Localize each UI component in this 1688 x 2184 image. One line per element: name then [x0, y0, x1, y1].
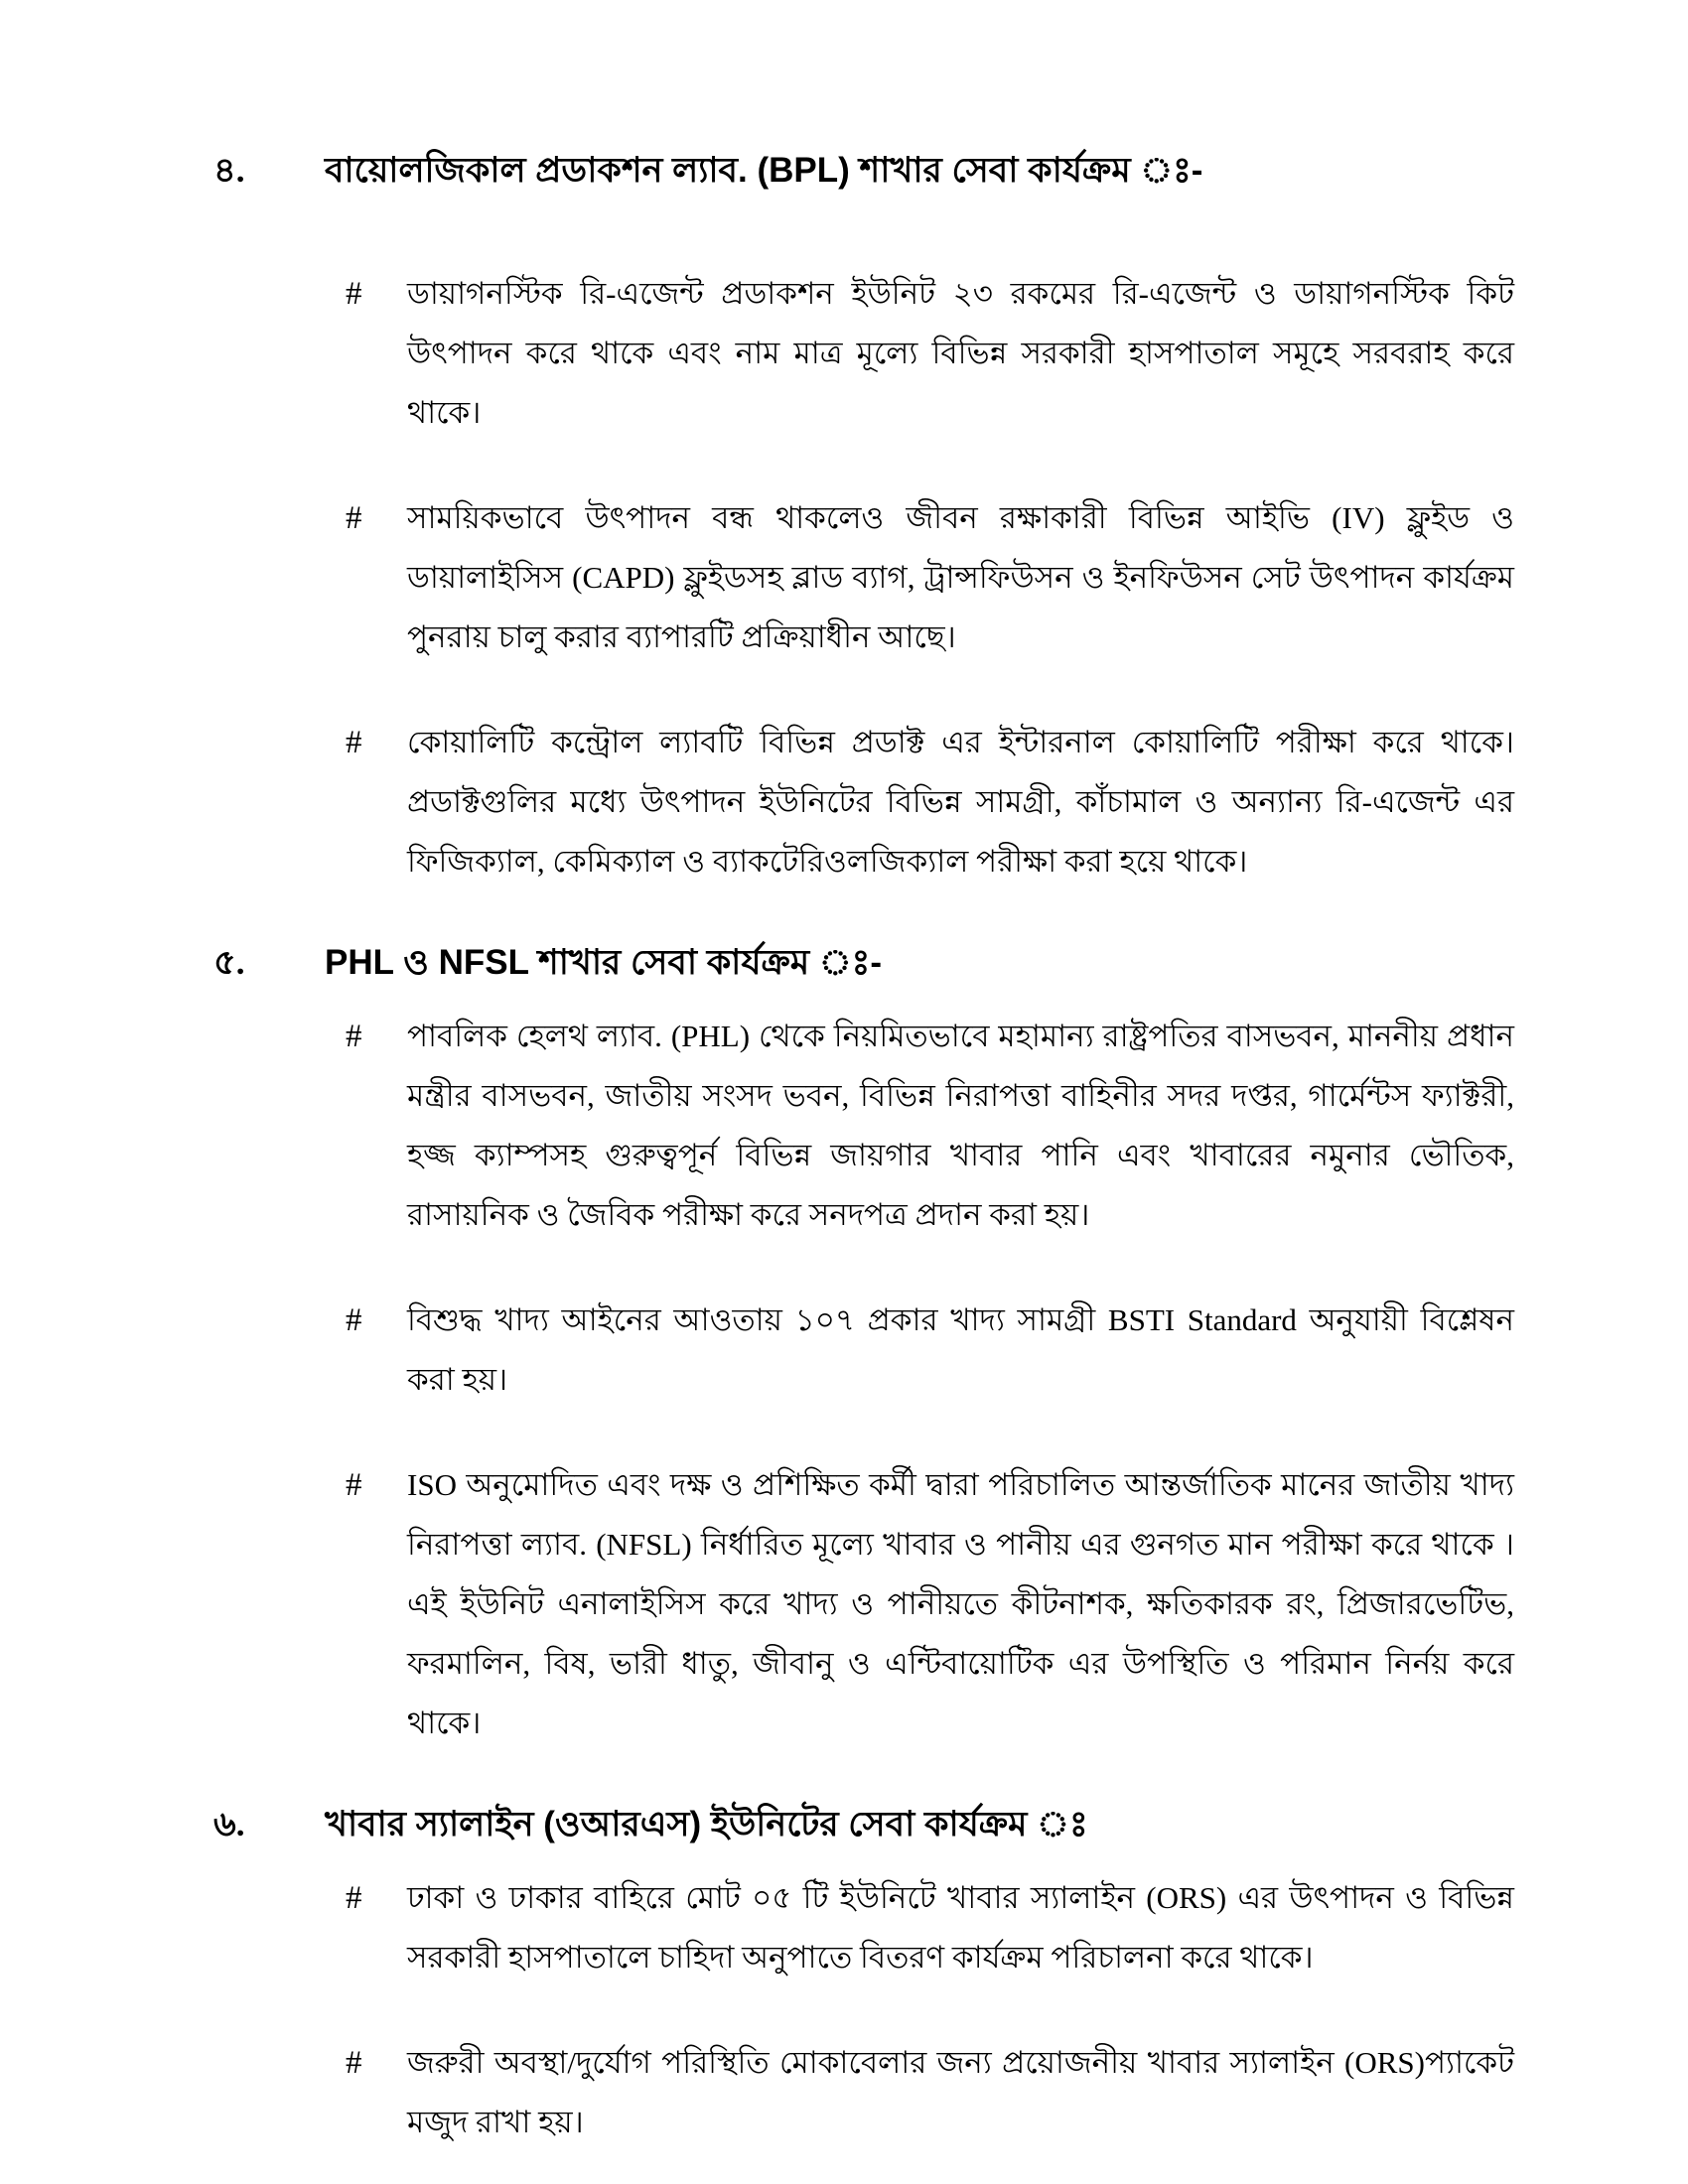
bullet-item: [213, 488, 1514, 667]
bullet-item: [213, 264, 1514, 443]
bullet-text: জরুরী অবস্থা/দুর্যোগ পরিস্থিতি মোকাবেলার জন্য প্রয়োজনীয় খাবার স্যালাইন (ORS)প্যাকেট মজুদ রাখা হয়।: [407, 2045, 1514, 2139]
bullet-marker: #: [346, 276, 362, 312]
section-heading: [213, 1795, 1514, 1854]
bullet-item: [213, 1007, 1514, 1245]
bullet-marker: #: [346, 1019, 362, 1054]
section-number: ৬.: [213, 1805, 245, 1843]
bullet-item: [213, 1291, 1514, 1410]
bullet-marker: #: [346, 1467, 362, 1503]
bullet-item: [213, 1868, 1514, 1987]
bullet-text: সাময়িকভাবে উৎপাদন বন্ধ থাকলেও জীবন রক্ষাকারী বিভিন্ন আইভি (IV) ফ্লুইড ও ডায়ালাইসিস (CAPD) ফ্লুইডসহ ব্লাড ব্যাগ, ট্রান্সফিউসন ও ইনফিউসন সেট উৎপাদন কার্যক্রম পুনরায় চালু করার ব্যাপারটি প্রক্রিয়াধীন আছে।: [407, 500, 1514, 654]
bullet-item: [213, 1455, 1514, 1753]
bullet-item: [213, 713, 1514, 891]
section-6: [213, 1795, 1514, 2152]
section-number: ৫.: [213, 943, 245, 982]
section-heading: [213, 141, 1514, 201]
bullet-marker: #: [346, 2045, 362, 2081]
bullet-text: ডায়াগনস্টিক রি-এজেন্ট প্রডাকশন ইউনিট ২৩ রকমের রি-এজেন্ট ও ডায়াগনস্টিক কিট উৎপাদন করে থাকে এবং নাম মাত্র মূল্যে বিভিন্ন সরকারী হাসপাতাল সমূহে সরবরাহ করে থাকে।: [407, 276, 1514, 430]
section-number: ৪.: [213, 151, 245, 190]
bullet-marker: #: [346, 500, 362, 536]
section-title: বায়োলজিকাল প্রডাকশন ল্যাব. (BPL) শাখার সেবা কার্যক্রম ঃ-: [325, 151, 1203, 190]
bullet-text: ঢাকা ও ঢাকার বাহিরে মোট ০৫ টি ইউনিটে খাবার স্যালাইন (ORS) এর উৎপাদন ও বিভিন্ন সরকারী হাসপাতালে চাহিদা অনুপাতে বিতরণ কার্যক্রম পরিচালনা করে থাকে।: [407, 1880, 1514, 1975]
bullet-text: ISO অনুমোদিত এবং দক্ষ ও প্রশিক্ষিত কর্মী দ্বারা পরিচালিত আন্তর্জাতিক মানের জাতীয় খাদ্য নিরাপত্তা ল্যাব. (NFSL) নির্ধারিত মূল্যে খাবার ও পানীয় এর গুনগত মান পরীক্ষা করে থাকে । এই ইউনিট এনালাইসিস করে খাদ্য ও পানীয়তে কীটনাশক, ক্ষতিকারক রং, প্রিজারভেটিভ, ফরমালিন, বিষ, ভারী ধাতু, জীবানু ও এন্টিবায়োটিক এর উপস্থিতি ও পরিমান নির্নয় করে থাকে।: [407, 1467, 1514, 1740]
bullet-marker: #: [346, 1880, 362, 1916]
section-5: [213, 933, 1514, 1753]
bullet-marker: #: [346, 1302, 362, 1338]
bullet-item: [213, 2033, 1514, 2152]
section-4: [213, 141, 1514, 891]
bullet-marker: #: [346, 725, 362, 760]
bullet-text: কোয়ালিটি কন্ট্রোল ল্যাবটি বিভিন্ন প্রডাক্ট এর ইন্টারনাল কোয়ালিটি পরীক্ষা করে থাকে। প্রডাক্টগুলির মধ্যে উৎপাদন ইউনিটের বিভিন্ন সামগ্রী, কাঁচামাল ও অন্যান্য রি-এজেন্ট এর ফিজিক্যাল, কেমিক্যাল ও ব্যাকটেরিওলজিক্যাল পরীক্ষা করা হয়ে থাকে।: [407, 725, 1514, 879]
section-title: খাবার স্যালাইন (ওআরএস) ইউনিটের সেবা কার্যক্রম ঃ: [325, 1805, 1088, 1843]
bullet-text: বিশুদ্ধ খাদ্য আইনের আওতায় ১০৭ প্রকার খাদ্য সামগ্রী BSTI Standard অনুযায়ী বিশ্লেষন করা হয়।: [407, 1302, 1514, 1397]
section-title: PHL ও NFSL শাখার সেবা কার্যক্রম ঃ-: [325, 943, 882, 982]
section-heading: [213, 933, 1514, 993]
bullet-text: পাবলিক হেলথ ল্যাব. (PHL) থেকে নিয়মিতভাবে মহামান্য রাষ্ট্রপতির বাসভবন, মাননীয় প্রধান মন্ত্রীর বাসভবন, জাতীয় সংসদ ভবন, বিভিন্ন নিরাপত্তা বাহিনীর সদর দপ্তর, গার্মেন্টস ফ্যাক্টরী, হজ্জ ক্যাম্পসহ গুরুত্বপূর্ন বিভিন্ন জায়গার খাবার পানি এবং খাবারের নমুনার ভৌতিক, রাসায়নিক ও জৈবিক পরীক্ষা করে সনদপত্র প্রদান করা হয়।: [407, 1019, 1514, 1232]
